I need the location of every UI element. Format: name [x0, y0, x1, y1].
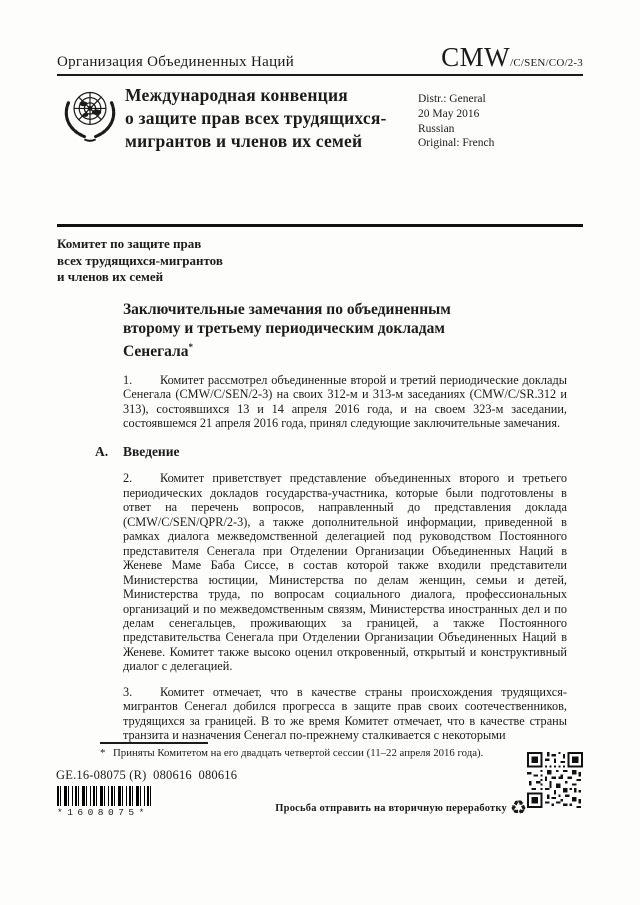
distr-type: Distr.: General	[418, 93, 486, 105]
committee-name-line: всех трудящихся-мигрантов	[57, 252, 223, 268]
document-heading-line: второму и третьему периодическим докладам	[123, 319, 445, 337]
footnote-separator	[100, 742, 208, 744]
convention-title-line: Международная конвенция	[125, 85, 348, 105]
paragraph-number: 3.	[123, 684, 133, 699]
recycle-line	[275, 799, 527, 818]
un-org-name: Организация Объединенных Наций	[57, 54, 295, 70]
header-divider	[57, 74, 583, 76]
recycle-icon: ♻	[509, 797, 527, 819]
document-body	[95, 301, 567, 743]
document-symbol-main: CMW	[441, 42, 511, 72]
footnote-marker: *	[100, 747, 106, 759]
distr-language: Russian	[418, 122, 455, 135]
distribution-block	[418, 92, 494, 151]
convention-title-line: мигрантов и членов их семей	[125, 131, 363, 151]
footnote-text: Приняты Комитетом на его двадцать четвертой сессии (11–22 апреля 2016 года).	[113, 747, 484, 759]
document-symbol	[441, 42, 583, 73]
committee-name-line: Комитет по защите прав	[57, 236, 202, 251]
committee-name	[57, 236, 223, 286]
convention-title-line: о защите прав всех трудящихся-	[125, 108, 387, 128]
qr-code	[527, 752, 583, 808]
barcode-text: *1608075*	[57, 807, 149, 818]
paragraph-2	[123, 471, 567, 673]
section-a-heading	[95, 444, 567, 460]
document-symbol-suffix: /C/SEN/CO/2-3	[510, 57, 583, 69]
heading-footnote-marker: *	[188, 342, 193, 352]
distr-date: 20 May 2016	[418, 107, 480, 120]
barcode	[57, 786, 153, 806]
ge-number: GE.16-08075 (R) 080616 080616	[56, 768, 238, 782]
committee-name-line: и членов их семей	[57, 269, 164, 284]
paragraph-3	[123, 685, 567, 743]
paragraph-text: Комитет рассмотрел объединенные второй и третий периодические доклады Сенегала (CMW/C/SEN/2-3) на своих 312-м и 313-м заседаниях (CMW/C/SR.312 и 313), состоявшихся 13 и 14 апреля 2016 года, и на своем 323-м заседании, состоявшемся 21 апреля 2016 года, принял следующие заключительные замечания.	[123, 372, 567, 431]
distr-original: Original: French	[418, 137, 495, 150]
recycle-note: Просьба отправить на вторичную переработку	[275, 803, 507, 814]
convention-title	[125, 84, 387, 153]
document-heading-line: Заключительные замечания по объединенным	[123, 301, 451, 318]
paragraph-number: 2.	[123, 471, 133, 486]
footnote	[100, 747, 550, 760]
paragraph-text: Комитет приветствует представление объединенных второго и третьего периодических докладов государства-участника, которые были подготовлены в ответ на перечень вопросов, направленный до представления доклада (CMW/C/SEN/QPR/2-3), а также дополнительной информации, приведенной в рамках диалога межведомственной делегацией под руководством Постоянного представителя Сенегала при Отделении Организации Объединенных Наций в Женеве Маме Баба Сиссе, в состав которой также входили представители Министерства юстиции, Министерства по делам женщин, семьи и детей, Министерства труда, по вопросам социального диалога, профессиональных организаций и по межведомственным связям, Министерства иностранных дел и по делам сенегальцев, проживающих за границей, а также Постоянного представительства Сенегала при Отделении Организации Объединенных Наций в Женеве. Комитет также высоко оценил откровенный, открытый и конструктивный диалог с делегацией.	[123, 471, 567, 674]
document-heading	[123, 301, 567, 362]
paragraph-number: 1.	[123, 372, 133, 387]
document-heading-line: Сенегала	[123, 343, 189, 361]
section-a-label: A.	[95, 444, 109, 460]
section-divider	[57, 224, 583, 227]
paragraph-1	[123, 373, 567, 431]
barcode-block	[57, 786, 153, 818]
paragraph-text: Комитет отмечает, что в качестве страны происхождения трудящихся-мигрантов Сенегал добился прогресса в защите прав своих соотечественников, трудящихся за границей. В то же время Комитет отмечает, что в качестве страны транзита и назначения Сенегал по-прежнему сталкивается с некоторыми	[123, 684, 567, 743]
section-a-title: Введение	[123, 444, 180, 460]
un-emblem-icon	[60, 84, 120, 146]
masthead-row	[57, 42, 583, 73]
